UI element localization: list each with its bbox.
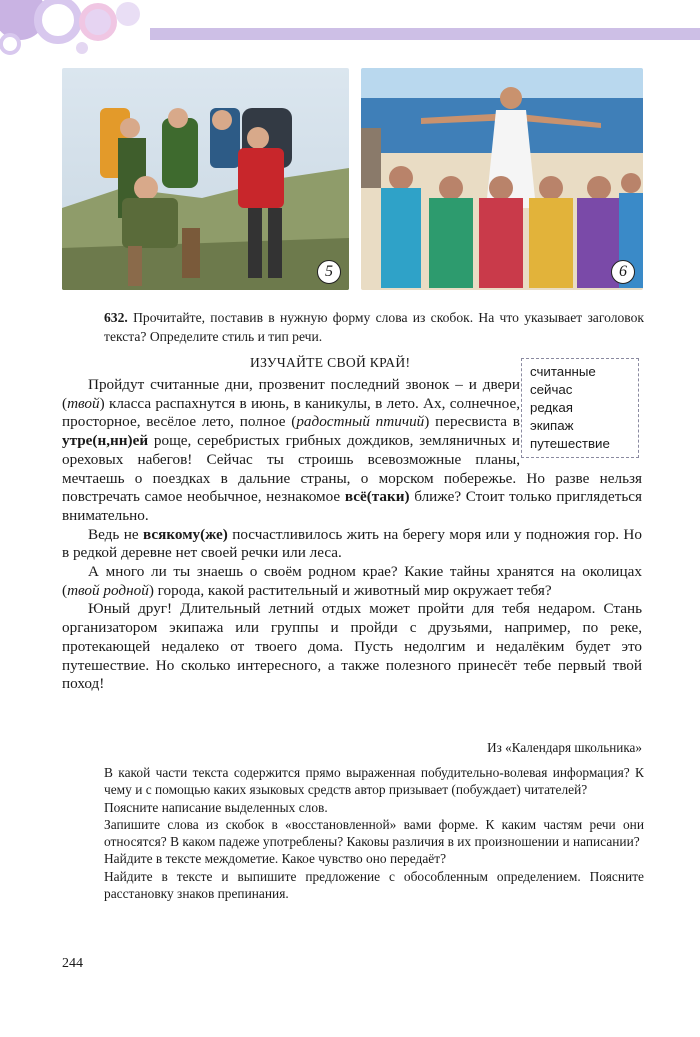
vocabulary-word: редкая xyxy=(530,400,573,415)
text-source: Из «Календаря школьника» xyxy=(487,740,642,755)
page-number: 244 xyxy=(62,956,83,971)
vocabulary-word: экипаж xyxy=(530,418,574,433)
text-title: ИЗУЧАЙТЕ СВОЙ КРАЙ! xyxy=(250,355,411,370)
highlighted-word: утре(н,нн)ей xyxy=(62,432,149,450)
question-item: В какой части текста содержится прямо выраженная побудительно-волевая информация? К чему и с помощью каких языковых средств автор призывает (побуждает) читателей? xyxy=(104,765,644,798)
exercise-number: 632. xyxy=(104,310,128,325)
photo-number-badge: 5 xyxy=(317,260,341,284)
vocabulary-word: сейчас xyxy=(530,382,573,397)
exercise-task xyxy=(104,308,644,346)
questions-list xyxy=(104,764,644,902)
photo-number-badge: 6 xyxy=(611,260,635,284)
paragraph-4: Юный друг! Длительный летний отдых может пройти для тебя недаром. Стань организатором экипажа или группы и пройди с друзьями, например, по реке, протекающей недалеко от твоего дома. Пусть недолгим и недалёким будет это путешествие. Но сколько интересного, а также полезного принесёт тебе первый твой поход! xyxy=(62,600,642,693)
question-item: Найдите в тексте междометие. Какое чувство оно передаёт? xyxy=(104,851,447,867)
question-item: Запишите слова из скобок в «восстановленной» вами форме. К каким частям речи они относятся? В каком падеже употреблены? Каковы различия в их произношении и написании? xyxy=(104,816,644,850)
header-decoration xyxy=(0,0,700,60)
photo-beach xyxy=(361,68,643,290)
question-item: Найдите в тексте и выпишите предложение с обособленным определением. Поясните расстановку знаков препинания. xyxy=(104,868,644,902)
vocabulary-word: считанные xyxy=(530,364,596,379)
vocabulary-word: путешествие xyxy=(530,436,610,451)
paragraph-2: Ведь не всякому(же) посчастливилось жить на берегу моря или у подножия гор. Но в редкой деревне нет своей речки или леса. xyxy=(62,525,642,562)
highlighted-word: всё(таки) xyxy=(344,488,410,506)
exercise-instructions: Прочитайте, поставив в нужную форму слова из скобок. На что указывает заголовок текста? Определите стиль и тип речи. xyxy=(104,310,645,344)
highlighted-word: всякому(же) xyxy=(143,525,228,543)
reading-text xyxy=(62,376,642,694)
photo-hikers xyxy=(62,68,349,290)
question-item: Поясните написание выделенных слов. xyxy=(104,799,328,815)
paragraph-1: Пройдут считанные дни, прозвенит последний звонок – и двери (твой) класса распахнутся в июнь, в каникулы, в лето. Ах, солнечное, просторное, весёлое лето, полное (радостный птичий) пересвиста в утре(н,нн)ей роще, серебристых грибных дождиков, земляничных и ореховых набегов! Сейчас ты строишь всевозможные планы, мечтаешь о поездках в дальние страны, о морском побережье. Но разве нельзя повстречать самое необычное, незнакомое всё(таки) ближе? Стоит только приглядеться внимательно. xyxy=(62,376,642,524)
paragraph-3: А много ли ты знаешь о своём родном крае? Какие тайны хранятся на околицах (твой родной) города, какой растительный и животный мир окружает тебя? xyxy=(62,563,642,599)
